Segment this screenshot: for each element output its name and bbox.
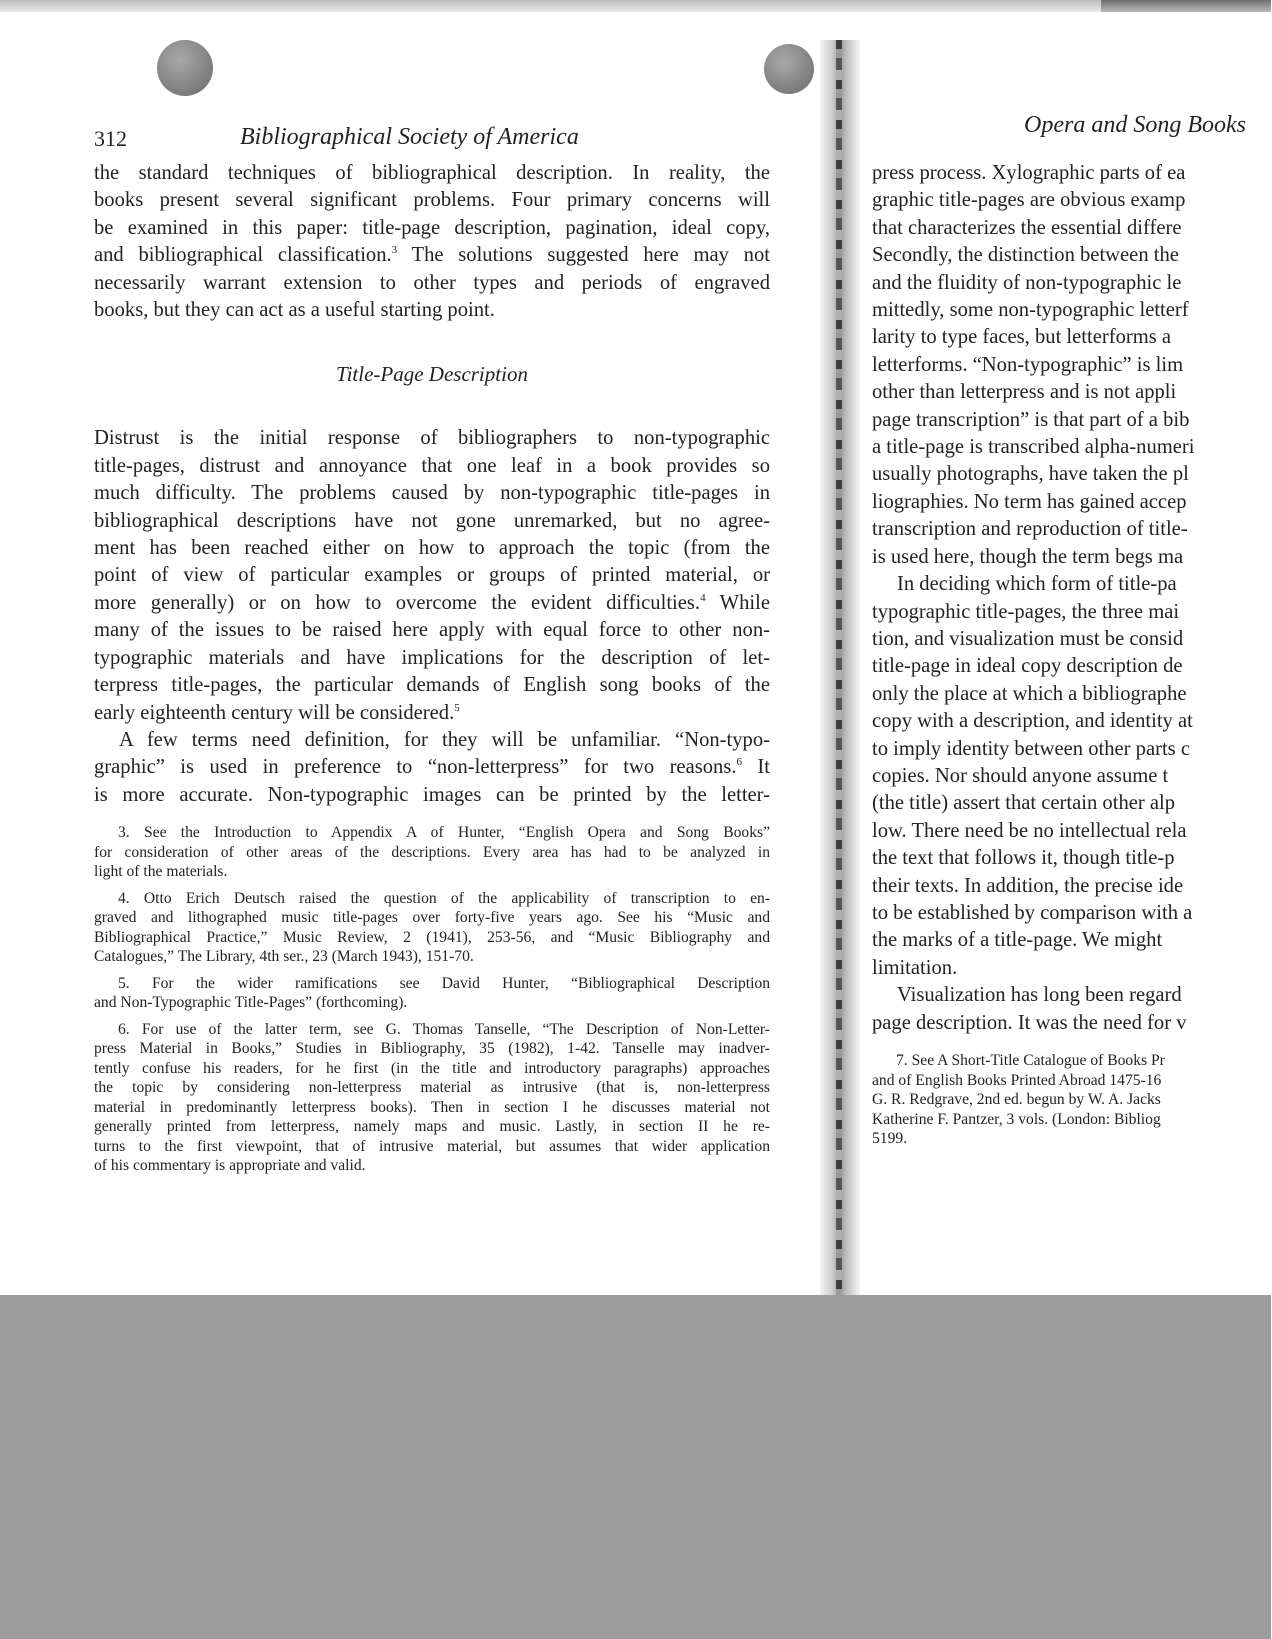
text-line: typographic title-pages, the three mai bbox=[872, 600, 1180, 623]
scanner-bed bbox=[0, 1295, 1271, 1639]
footnote-ref-4: 4 bbox=[700, 591, 706, 604]
section-heading: Title-Page Description bbox=[336, 362, 528, 387]
footnote-line: 7. See A Short-Title Catalogue of Books Pr bbox=[896, 1052, 1165, 1069]
text-line: the standard techniques of bibliographical description. In reality, the bbox=[94, 162, 770, 184]
text-line: page transcription” is that part of a bib bbox=[872, 408, 1190, 431]
text-line: Distrust is the initial response of bibliographers to non-typographic bbox=[94, 427, 770, 450]
text-line: and bibliographical classification.$^3$ The solutions suggested here may not bbox=[94, 244, 770, 267]
text-line: limitation. bbox=[872, 956, 958, 979]
footnote-line: 4. Otto Erich Deutsch raised the question of the applicability of transcription to en- bbox=[118, 889, 770, 907]
text-line: is more accurate. Non-typographic images can be printed by the letter- bbox=[94, 783, 770, 806]
text-line: Visualization has long been regard bbox=[897, 984, 1182, 1007]
footnote-line: 5199. bbox=[872, 1130, 908, 1147]
text-line: point of view of particular examples or groups of printed material, or bbox=[94, 564, 770, 587]
text-line: the marks of a title-page. We might bbox=[872, 929, 1163, 952]
text-line: (the title) assert that certain other alp bbox=[872, 792, 1176, 815]
footnote-line: 3. See the Introduction to Appendix A of Hunter, “English Opera and Song Books” bbox=[118, 824, 770, 842]
text-line: mittedly, some non-typographic letterf bbox=[872, 299, 1189, 322]
text-line: low. There need be no intellectual rela bbox=[872, 819, 1187, 842]
text-line: to be established by comparison with a bbox=[872, 901, 1193, 924]
footnote-line: 6. For use of the latter term, see G. Thomas Tanselle, “The Description of Non-Letter- bbox=[118, 1020, 770, 1038]
footnote-line: light of the materials. bbox=[94, 863, 228, 881]
page-number: 312 bbox=[94, 126, 127, 151]
footnote-line: tently confuse his readers, for he first (in the title and introductory paragraphs) approaches bbox=[94, 1059, 770, 1077]
book-spine-edge bbox=[836, 40, 842, 1295]
footnote-line: generally printed from letterpress, namely maps and music. Lastly, in section II he re- bbox=[94, 1118, 770, 1136]
text-line: and the fluidity of non-typographic le bbox=[872, 271, 1182, 294]
text-line: graphic title-pages are obvious examp bbox=[872, 189, 1186, 212]
running-title: Bibliographical Society of America bbox=[240, 124, 579, 150]
text-line: is used here, though the term begs ma bbox=[872, 545, 1184, 568]
text-line: usually photographs, have taken the pl bbox=[872, 463, 1189, 486]
text-line: In deciding which form of title-pa bbox=[897, 573, 1177, 596]
footnote-ref-3: 3 bbox=[391, 244, 398, 257]
text-line: liographies. No term has gained accep bbox=[872, 490, 1187, 513]
footnote-line: material in predominantly letterpress books). Then in section I he discusses material not bbox=[94, 1098, 770, 1116]
footnote-line: press Material in Books,” Studies in Bibliography, 35 (1982), 1-42. Tanselle may inadver- bbox=[94, 1040, 770, 1058]
right-page-text bbox=[872, 160, 1195, 1149]
footnote-line: and of English Books Printed Abroad 1475-16 bbox=[872, 1071, 1162, 1089]
paragraph-1 bbox=[94, 160, 770, 324]
text-line: transcription and reproduction of title- bbox=[872, 518, 1188, 541]
footnote-line: graved and lithographed music title-pages over forty-five years ago. See his “Music and bbox=[94, 909, 770, 927]
text-line: books present several significant problems. Four primary concerns will bbox=[94, 189, 770, 212]
right-running-title: Opera and Song Books bbox=[1024, 112, 1246, 138]
footnote-line: and Non-Typographic Title-Pages” (forthcoming). bbox=[94, 994, 408, 1012]
text-line: early eighteenth century will be considered.$^5$ bbox=[94, 701, 460, 724]
text-line: their texts. In addition, the precise ide bbox=[872, 874, 1184, 897]
footnote-line: Bibliographical Practice,” Music Review, 2 (1941), 253-56, and “Music Bibliography and bbox=[94, 928, 770, 946]
text-line: that characterizes the essential differe bbox=[872, 216, 1182, 239]
text-line: title-pages, distrust and annoyance that one leaf in a book provides so bbox=[94, 454, 770, 477]
text-line: other than letterpress and is not appli bbox=[872, 381, 1177, 404]
footnote-line: for consideration of other areas of the descriptions. Every area has had to be analyzed in bbox=[94, 843, 770, 861]
footnote-line: the topic by considering non-letterpress material as intrusive (that is, non-letterpress bbox=[94, 1079, 770, 1097]
text-line: letterforms. “Non-typographic” is lim bbox=[872, 353, 1184, 376]
footnote-3 bbox=[94, 823, 770, 882]
text-line: larity to type faces, but letterforms a bbox=[872, 326, 1172, 349]
text-line: graphic” is used in preference to “non-letterpress” for two reasons.$^6$ It bbox=[94, 756, 770, 779]
scanner-top-strip bbox=[0, 0, 1271, 12]
text-line: Secondly, the distinction between the bbox=[872, 244, 1179, 267]
text-line: title-page in ideal copy description de bbox=[872, 655, 1183, 678]
footnote-4 bbox=[94, 889, 770, 967]
footnote-5 bbox=[94, 974, 770, 1013]
punch-hole-right bbox=[764, 44, 814, 94]
footnote-line: Catalogues,” The Library, 4th ser., 23 (March 1943), 151-70. bbox=[94, 948, 474, 966]
footnote-line: turns to the first viewpoint, that of intrusive material, but assumes that wider application bbox=[94, 1137, 770, 1155]
left-running-head bbox=[94, 124, 770, 160]
footnote-line: Katherine F. Pantzer, 3 vols. (London: Bibliog bbox=[872, 1110, 1161, 1128]
text-line: a title-page is transcribed alpha-numeri bbox=[872, 436, 1195, 459]
text-line: only the place at which a bibliographe bbox=[872, 682, 1187, 705]
text-line: bibliographical descriptions have not gone unremarked, but no agree- bbox=[94, 509, 770, 532]
footnote-6 bbox=[94, 1020, 770, 1176]
paragraph-3 bbox=[94, 727, 770, 809]
footnotes bbox=[94, 823, 770, 1176]
footnote-ref-6: 6 bbox=[736, 756, 742, 769]
text-line: terpress title-pages, the particular demands of English song books of the bbox=[94, 674, 770, 697]
footnote-ref-5: 5 bbox=[454, 701, 460, 714]
text-line: press process. Xylographic parts of ea bbox=[872, 162, 1186, 184]
text-line: much difficulty. The problems caused by non-typographic title-pages in bbox=[94, 482, 770, 505]
text-line: books, but they can act as a useful starting point. bbox=[94, 299, 495, 322]
footnote-line: 5. For the wider ramifications see David Hunter, “Bibliographical Description bbox=[118, 974, 770, 992]
paragraph-2 bbox=[94, 425, 770, 726]
text-line: many of the issues to be raised here apply with equal force to other non- bbox=[94, 619, 770, 642]
text-line: necessarily warrant extension to other types and periods of engraved bbox=[94, 271, 770, 294]
text-line: page description. It was the need for v bbox=[872, 1011, 1187, 1034]
scanner-top-strip-dark bbox=[1101, 0, 1271, 12]
footnote-line: of his commentary is appropriate and valid. bbox=[94, 1157, 366, 1175]
text-line: the text that follows it, though title-p bbox=[872, 847, 1175, 870]
right-page bbox=[872, 112, 1272, 1147]
text-line: copies. Nor should anyone assume t bbox=[872, 764, 1169, 787]
text-line: copy with a description, and identity at bbox=[872, 710, 1193, 733]
text-line: be examined in this paper: title-page description, pagination, ideal copy, bbox=[94, 216, 770, 239]
text-line: typographic materials and have implications for the description of let- bbox=[94, 646, 770, 669]
punch-hole-left bbox=[157, 40, 213, 96]
footnote-line: G. R. Redgrave, 2nd ed. begun by W. A. Jacks bbox=[872, 1091, 1161, 1108]
text-line: A few terms need definition, for they will be unfamiliar. “Non-typo- bbox=[119, 728, 770, 751]
left-page bbox=[94, 124, 770, 1183]
text-line: ment has been reached either on how to approach the topic (from the bbox=[94, 537, 770, 560]
text-line: tion, and visualization must be consid bbox=[872, 627, 1184, 650]
text-line: more generally) or on how to overcome the evident difficulties.$^4$ While bbox=[94, 591, 770, 614]
text-line: to imply identity between other parts c bbox=[872, 737, 1190, 760]
